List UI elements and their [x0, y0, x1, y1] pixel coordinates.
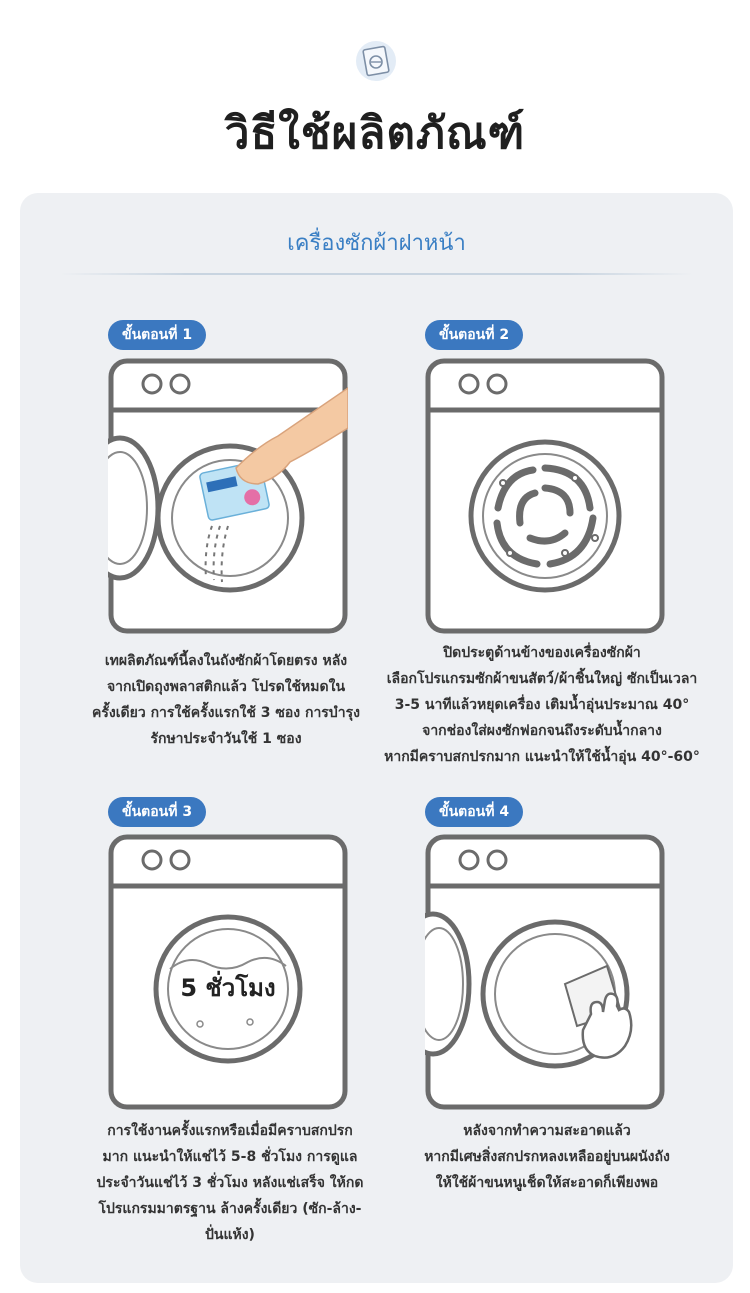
step-3-line: ประจำวันแช่ไว้ 3 ชั่วโมง หลังแช่เสร็จ ให้กด [96, 1175, 364, 1191]
step-4-description [392, 1118, 702, 1196]
step-1-line: ครั้งเดียว การใช้ครั้งแรกใช้ 3 ซอง การบำรุง [92, 705, 360, 721]
step-4-line: หากมีเศษสิ่งสกปรกหลงเหลืออยู่บนผนังถัง [424, 1149, 670, 1165]
step-2-line: หากมีคราบสกปรกมาก แนะนำให้ใช้น้ำอุ่น 40°-60° [384, 749, 700, 765]
step-4-line: ให้ใช้ผ้าขนหนูเช็ดให้สะอาดก็เพียงพอ [435, 1175, 659, 1191]
step-3-description [68, 1118, 392, 1248]
step-3-drum-label: 5 ชั่วโมง [180, 974, 276, 1002]
page-title: วิธีใช้ผลิตภัณฑ์ [224, 108, 526, 159]
step-4-badge: ขั้นตอนที่ 4 [425, 797, 523, 827]
step-2-line: ปิดประตูด้านข้างของเครื่องซักผ้า [443, 645, 641, 661]
step-2-description [372, 640, 712, 770]
step-1-badge: ขั้นตอนที่ 1 [108, 320, 206, 350]
step-1-line: เทผลิตภัณฑ์นี้ลงในถังซักผ้าโดยตรง หลัง [104, 653, 348, 669]
step-4-line: หลังจากทำความสะอาดแล้ว [463, 1123, 631, 1139]
step-1-washer-illustration [108, 358, 348, 634]
step-2-line: จากช่องใส่ผงซักฟอกจนถึงระดับน้ำกลาง [422, 723, 662, 739]
front-load-panel [20, 193, 733, 1283]
divider [60, 273, 693, 275]
product-packet-icon [355, 40, 397, 82]
step-2-line: 3-5 นาทีแล้วหยุดเครื่อง เติมน้ำอุ่นประมาณ 40° [394, 697, 690, 713]
step-3-badge: ขั้นตอนที่ 3 [108, 797, 206, 827]
step-1-line: จากเปิดถุงพลาสติกแล้ว โปรดใช้หมดใน [106, 679, 346, 695]
step-1-description [60, 648, 392, 752]
panel-title: เครื่องซักผ้าฝาหน้า [287, 231, 466, 256]
step-2-washer-illustration [425, 358, 665, 634]
step-3-line: มาก แนะนำให้แช่ไว้ 5-8 ชั่วโมง การดูแล [102, 1149, 358, 1165]
step-3-line: โปรแกรมมาตรฐาน ล้างครั้งเดียว (ซัก-ล้าง- [98, 1201, 362, 1217]
step-3-line: การใช้งานครั้งแรกหรือเมื่อมีคราบสกปรก [107, 1123, 353, 1139]
step-2-line: เลือกโปรแกรมซักผ้าขนสัตว์/ผ้าชิ้นใหญ่ ซักเป็นเวลา [386, 671, 698, 687]
step-2-badge: ขั้นตอนที่ 2 [425, 320, 523, 350]
step-1-line: รักษาประจำวันใช้ 1 ซอง [150, 731, 302, 747]
step-4-washer-illustration [425, 834, 665, 1110]
step-3-line: ปั่นแห้ง) [205, 1227, 255, 1243]
